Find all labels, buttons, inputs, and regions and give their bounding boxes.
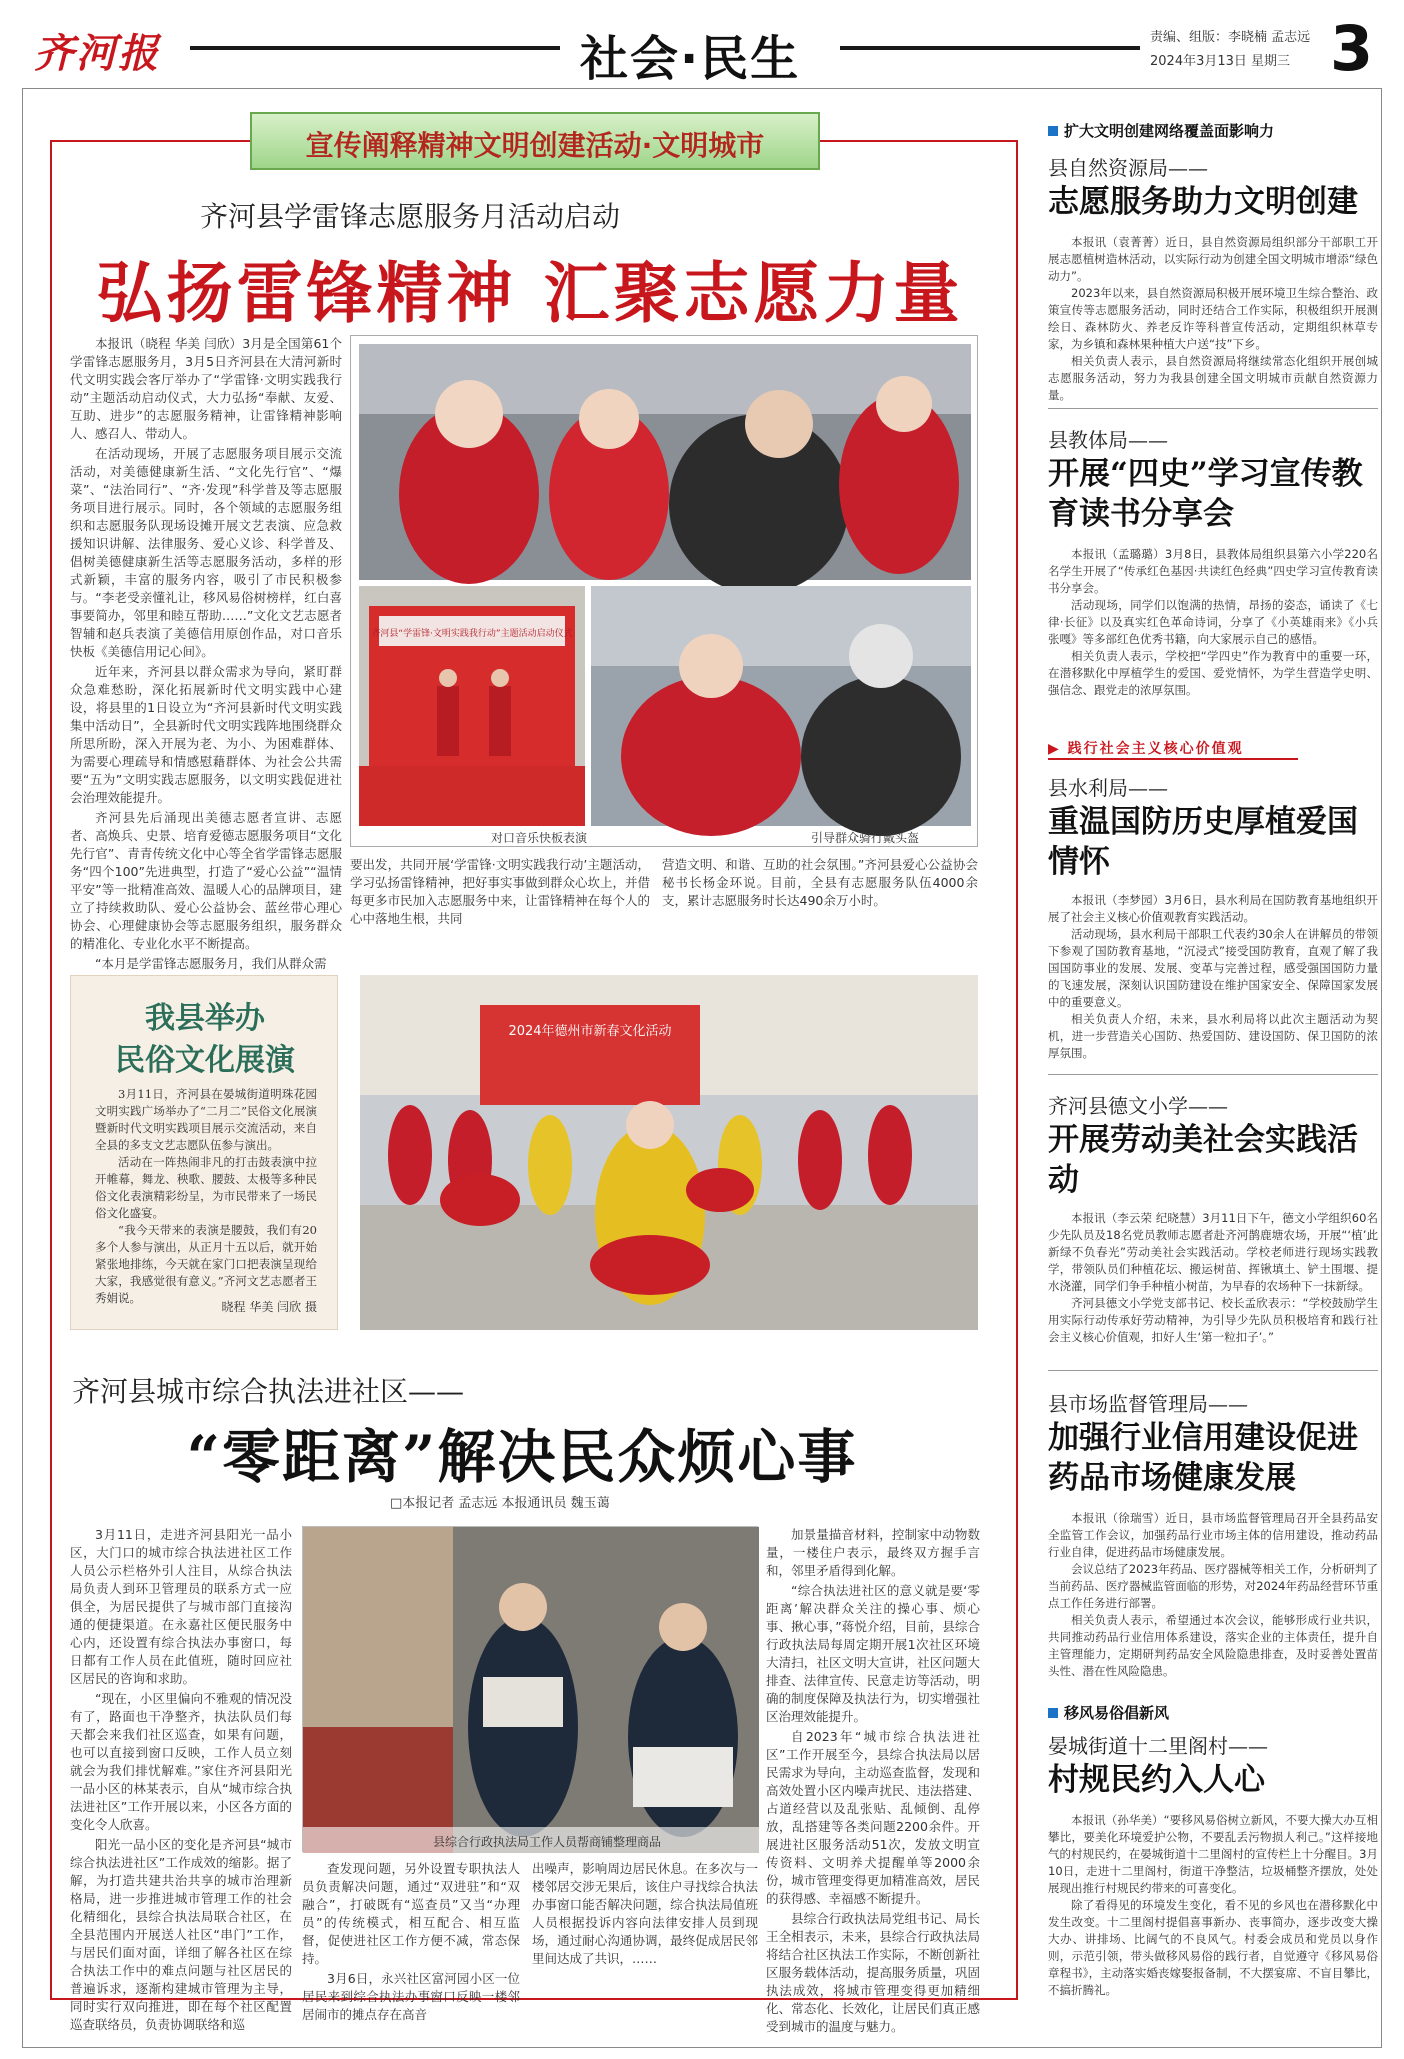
folk-paragraph: 活动在一阵热闹非凡的打击鼓表演中拉开帷幕，舞龙、秧歌、腰鼓、太极等多种民俗文化表演精彩纷呈，为市民带来了一场民俗文化盛宴。 [95,1155,317,1220]
law-headline: “零距离”解决民众烦心事 [186,1423,858,1491]
brief-body [1048,892,1378,1072]
brief-kicker: 县水利局—— [1048,776,1168,800]
law-body-col1 [70,1526,292,2032]
brief-kicker: 齐河县德文小学—— [1048,1094,1228,1118]
right-section-heading [1048,1702,1169,1723]
right-section-heading [1048,120,1274,141]
lead-paragraph: 营造文明、和谐、互助的社会氛围。”齐河县爱心公益协会秘书长杨金环说。目前，全县有志愿服务队伍4000余支，累计志愿服务时长达490余万小时。 [662,857,978,908]
law-paragraph: 3月11日，走进齐河县阳光一品小区，大门口的城市综合执法进社区工作人员公示栏格外引人注目，从综合执法局负责人到环卫管理员的联系方式一应俱全，为居民提供了与城市部门直接沟通的便捷渠道。在永嘉社区便民服务中心内，还设置有综合执法办事窗口，每日都有工作人员在此值班，随时回应社区居民的咨询和求助。 [70,1527,292,1686]
lead-body-col1 [70,335,342,971]
masthead-rule-left [190,46,560,50]
brief-divider [1048,1074,1378,1075]
law-paragraph: 阳光一品小区的变化是齐河县“城市综合执法进社区”工作成效的缩影。据了解，为打造共建共治共享的城市治理新格局，进一步推进城市管理工作的社会化精细化，县综合执法局联合社区，在全县范围内开展送人社区“串门”工作，与居民们面对面，详细了解各社区在综合执法工作中的难点问题与社区居民的普遍诉求，逐渐构建城市管理为主导，同时实行双向推进，即在每个社区配置巡查联络员，负责协调联络和巡 [70,1837,292,2032]
editors-credit: 责编、组版：李晓楠 孟志远 [1150,30,1311,45]
folk-culture-title [71,998,339,1082]
brief-body [1048,1210,1378,1360]
values-banner [1048,736,1298,760]
law-body-col4 [766,1526,980,2034]
folk-culture-title-line: 我县举办 [145,1001,265,1036]
law-paragraph: “现在，小区里偏向不雅观的情况没有了，路面也干净整齐，执法队员们每天都会来我们社区巡查，如果有问题，也可以直接到窗口反映，工作人员立刻就会为我们排忧解难。”家住齐河县阳光一品小区的林某表示，自从“城市综合执法进社区”工作开展以来，小区各方面的变化令人欣喜。 [70,1691,292,1832]
law-paragraph: 3月6日，永兴社区富河园小区一位居民来到综合执法办事窗口反映一楼邻居闹市的摊点存在高音 [302,1971,520,2022]
brief-headline: 志愿服务助力文明创建 [1048,184,1358,220]
volunteer-photo-collage [350,335,978,847]
folk-paragraph: “我今天带来的表演是腰鼓，我们有20多个人参与演出，从正月十五以后，就开始紧张地排练，今天就在家门口把表演呈现给大家，我感觉很有意义。”齐河文艺志愿者王秀娟说。 [95,1223,317,1305]
brief-paragraph: 本报讯（李云荣 纪晓慧）3月11日下午，德文小学组织60名少先队员及18名党员教师志愿者赴齐河鹊鹿塘农场，开展“‘植’此新绿不负春光”劳动美社会实践活动。学校老师进行现场实践教学，带领队员们种植花坛、搬运树苗、挥锹填土、铲土围堰、提水浇灌，同学们争手种植小树苗，为早春的农场种下一抹新绿。 [1048,1211,1378,1293]
right-section-heading-text: 移风易俗倡新风 [1064,1704,1170,1722]
drum-performance-photo [360,975,978,1330]
lead-paragraph: 齐河县先后涌现出美德志愿者宣讲、志愿者、高焕兵、史景、培育爱德志愿服务项目“文化先行官”、青青传统文化中心等全省学雷锋志愿服务“四个100”先进典型，打造了“爱心公益”“温情平安”等一批精准高效、温暖人心的品牌项目，建立了持续救助队、爱心公益协会、蓝丝带心理心协会、心理健康协会等志愿服务组织，服务群众的精准化、专业化水平不断提高。 [70,810,342,951]
values-banner-rule [1048,758,1298,760]
brief-paragraph: 本报讯（袁菁菁）近日，县自然资源局组织部分干部职工开展志愿植树造林活动，以实际行动为创建全国文明城市增添“绿色动力”。 [1048,235,1378,283]
photo-banner-text: 齐河县“学雷锋·文明实践我行动”主题活动启动仪式 [371,629,573,639]
photo-caption: 对口音乐快板表演 [491,831,588,845]
brief-paragraph: 本报讯（孙华美）“要移风易俗树立新风，不要大操大办互相攀比，要美化环境爱护公物，不要乱丢污物损人利己。”这样接地气的村规民约，在晏城街道十二里阁村的宣传栏上十分醒目。3月10日，走进十二里阁村，街道干净整洁，垃圾桶整齐摆放，处处展现出推行村规民约带来的可喜变化。 [1048,1813,1378,1895]
brief-paragraph: 本报讯（李梦园）3月6日，县水利局在国防教育基地组织开展了社会主义核心价值观教育实践活动。 [1048,893,1378,924]
lead-body-col3 [662,856,978,936]
volunteer-photo-main [359,344,971,580]
brief-paragraph: 本报讯（孟璐璐）3月8日，县教体局组织县第六小学220名名学生开展了“传承红色基因·共读红色经典”四史学习宣传教育读书分享会。 [1048,547,1378,595]
brief-headline: 加强行业信用建设促进药品市场健康发展 [1048,1420,1358,1496]
page-number: 3 [1330,12,1374,85]
brief-paragraph: 相关负责人介绍，未来，县水利局将以此次主题活动为契机，进一步营造关心国防、热爱国防、建设国防、保卫国防的浓厚氛围。 [1048,1012,1378,1060]
folk-paragraph: 3月11日，齐河县在晏城街道明珠花园文明实践广场举办了“二月二”民俗文化展演暨新时代文明实践项目展示交流活动，来自全县的多支文艺志愿队伍参与演出。 [95,1087,317,1152]
law-kicker: 齐河县城市综合执法进社区—— [72,1375,465,1408]
section-title: 社会·民生 [580,31,801,87]
law-body-col3 [532,1860,758,1990]
right-section-heading-text: 扩大文明创建网络覆盖面影响力 [1064,122,1275,140]
folk-photo-credit: 晓程 华美 闫欣 摄 [221,1300,317,1314]
law-paragraph: 自2023年“城市综合执法进社区”工作开展至今，县综合执法局以居民需求为导向，主动巡查监督，发现和高效处置小区内噪声扰民、违法搭建、占道经营以及乱张贴、乱倾倒、乱停放，乱搭建等各类问题2200余件。开展进社区服务活动51次，发放文明宣传资料、文明养犬提醒单等2000余份，城市管理变得更加精准高效，居民的获得感、幸福感不断提升。 [766,1729,980,1906]
law-paragraph: 查发现问题，另外设置专职执法人员负责解决问题，通过“双进驻”和“双融合”，打破既有“巡查员”又当“办理员”的传统模式，相互配合、相互监督，促使进社区工作方便不减，常态保持。 [302,1861,520,1966]
brief-body [1048,1812,1378,2022]
brief-headline: 重温国防历史厚植爱国情怀 [1048,804,1358,880]
lead-headline: 弘扬雷锋精神 汇聚志愿力量 [96,255,964,332]
brief-headline: 村规民约入人心 [1048,1762,1265,1798]
folk-culture-title-line: 民俗文化展演 [115,1043,295,1078]
brief-paragraph: 活动现场，县水利局干部职工代表约30余人在讲解员的带领下参观了国防教育基地，“沉浸式”接受国防教育，直观了解了我国国防事业的发展、发展、变革与完善过程，感受强国国防力量的飞速发展，深刻认识国防建设在维护国家安全、保障国家发展中的重要意义。 [1048,927,1378,1009]
law-paragraph: 县综合行政执法局党组书记、局长王全相表示，未来，县综合行政执法局将结合社区执法工作实际，不断创新社区服务载体活动，提高服务质量，巩固执法成效，将城市管理变得更加精细化、常态化、长效化，让居民们真正感受到城市的温度与魅力。 [766,1911,980,2034]
brief-paragraph: 2023年以来，县自然资源局积极开展环境卫生综合整治、政策宣传等志愿服务活动，同时还结合工作实际，积极组织开展测绘日、森林防火、养老反诈等科普宣传活动，定期组织林草专家，为乡镇和森林果种植大户送“技”下乡。 [1048,286,1378,351]
lead-paragraph: 近年来，齐河县以群众需求为导向，紧盯群众急难愁盼，深化拓展新时代文明实践中心建设，将县里的1日设立为“齐河县新时代文明实践集中活动日”，全县新时代文明实践阵地围绕群众所思所盼，深入开展为老、为小、为困难群体、为需要心理疏导和情感慰藉群体、为社会公共需要“五为”文明实践志愿服务，以文明实践促进社会治理效能提升。 [70,664,342,805]
issue-date: 2024年3月13日 星期三 [1150,54,1291,69]
law-photo-caption: 县综合行政执法局工作人员帮商铺整理商品 [433,1835,662,1849]
brief-divider [1048,1370,1378,1371]
brief-headline: 开展劳动美社会实践活动 [1048,1122,1358,1198]
lead-body-col2 [350,856,650,936]
brief-paragraph: 相关负责人表示，学校把“学四史”作为教育中的重要一环，在潜移默化中厚植学生的爱国、爱党情怀，为学生营造学史明、强信念、跟党走的浓厚氛围。 [1048,649,1378,697]
lead-paragraph: 在活动现场，开展了志愿服务项目展示交流活动，对美德健康新生活、“文化先行官”、“爆菜”、“法治同行”、“齐·发现”科学普及等志愿服务项目进行展示。同时，各个领域的志愿服务组织和志愿服务队现场设摊开展文艺表演、应急救援知识讲解、法律服务、爱心义诊、科学普及、倡树美德健康新生活等志愿服务活动，多样的形式新颖，丰富的服务内容，吸引了市民积极参与。“李老受亲懂礼让，移风易俗树榜样，红白喜事要简办，邻里和睦互帮助……”文化文艺志愿者智辅和赵兵表演了美德信用原创作品，对口音乐快板《美德信用记心间》。 [70,446,342,659]
lead-kicker: 齐河县学雷锋志愿服务月活动启动 [200,200,621,233]
lead-paragraph: 本报讯（晓程 华美 闫欣）3月是全国第61个学雷锋志愿服务月，3月5日齐河县在大清河新时代文明实践会客厅举办了“学雷锋·文明实践我行动”主题活动启动仪式，大力弘扬“奉献、友爱、互助、进步”的志愿服务精神，让雷锋精神影响人、感召人、带动人。 [70,336,342,441]
folk-culture-body [95,1086,317,1307]
campaign-banner-text: 宣传阐释精神文明创建活动·文明城市 [305,129,765,162]
brief-paragraph: 除了看得见的环境发生变化，看不见的乡风也在潜移默化中发生改变。十二里阁村提倡喜事新办、丧事简办，逐步改变大操大办、讲排场、比阔气的不良风气。村委会成员和党员以身作则，示范引领，带头做移风易俗的践行者，自觉遵守《移风易俗章程书》，主动落实婚丧嫁娶报备制，不大摆宴席、不盲目攀比，不搞折腾礼。 [1048,1898,1378,1997]
helmet-guidance-photo [591,586,971,826]
brief-kicker: 晏城街道十二里阁村—— [1048,1734,1268,1758]
section-square-icon [1048,1708,1058,1718]
law-paragraph: “综合执法进社区的意义就是要‘零距离’解决群众关注的操心事、烦心事、揪心事，”蒋悦介绍，目前，县综合行政执法局每周定期开展1次社区环境大清扫，社区文明大宣讲，社区问题大排查、法律宣传、民意走访等活动，明确的制度保障及执法行为，切实增强社区治理效能提升。 [766,1583,980,1724]
masthead-rule-right [840,46,1140,50]
brief-paragraph: 齐河县德文小学党支部书记、校长孟欣表示：“学校鼓励学生用实际行动传承好劳动精神，为引导少先队员积极培育和践行社会主义核心价值观，扣好人生‘第一粒扣子’。” [1048,1296,1378,1344]
folk-culture-box [70,975,338,1330]
brief-kicker: 县市场监督管理局—— [1048,1392,1248,1416]
brief-kicker: 县自然资源局—— [1048,156,1208,180]
brief-paragraph: 会议总结了2023年药品、医疗器械等相关工作，分析研判了当前药品、医疗器械监管面临的形势，对2024年药品经营环节重点工作任务进行部署。 [1048,1562,1378,1610]
lead-paragraph: 要出发，共同开展‘学雷锋·文明实践我行动’主题活动，学习弘扬雷锋精神，把好事实事做到群众心坎上，并借每更多市民加入志愿服务中来，让雷锋精神在每个人的心中落地生根，共同 [350,857,651,926]
law-paragraph: 出噪声，影响周边居民休息。在多次与一楼邻居交涉无果后，该住户寻找综合执法办事窗口能否解决问题，综合执法局值班人员根据投诉内容向法律安排人员到现场，通过耐心沟通协调，最终促成居民邻里间达成了共识，…… [532,1861,758,1966]
law-body-col2 [302,1860,520,2022]
law-paragraph: 加景量描音材料，控制家中动物数量，一楼住户表示，最终双方握手言和，邻里矛盾得到化解。 [766,1527,980,1578]
photo-caption: 引导群众骑行戴头盔 [811,831,920,845]
brief-body [1048,234,1378,402]
brief-body [1048,546,1378,716]
campaign-banner [250,112,820,170]
rap-performance-photo [359,586,585,826]
law-byline: □本报记者 孟志远 本报通讯员 魏玉蔼 [390,1496,610,1511]
newspaper-logo: 齐河报 [34,30,160,77]
brief-body [1048,1510,1378,1690]
values-banner-text: ▶ 践行社会主义核心价值观 [1048,741,1244,757]
lead-paragraph: “本月是学雷锋志愿服务月，我们从群众需 [95,956,327,971]
brief-kicker: 县教体局—— [1048,428,1168,452]
brief-headline: 开展“四史”学习宣传教育读书分享会 [1048,456,1363,532]
brief-paragraph: 本报讯（徐瑞雪）近日，县市场监督管理局召开全县药品安全监管工作会议，加强药品行业市场主体的信用建设，推动药品行业自律，促进药品市场健康发展。 [1048,1511,1378,1559]
brief-divider [1048,408,1378,409]
section-square-icon [1048,126,1058,136]
law-enforcement-photo [302,1526,758,1852]
masthead [0,0,1404,92]
brief-paragraph: 相关负责人表示，希望通过本次会议，能够形成行业共识，共同推动药品行业信用体系建设，落实企业的主体责任，提升自主管理能力，定期研判药品安全风险隐患排查，及时妥善处置苗头性、潜在性风险隐患。 [1048,1613,1378,1678]
brief-paragraph: 相关负责人表示，县自然资源局将继续常态化组织开展创城志愿服务活动，努力为我县创建全国文明城市贡献自然资源力量。 [1048,354,1378,402]
folk-photo-banner-text: 2024年德州市新春文化活动 [508,1024,672,1039]
brief-paragraph: 活动现场，同学们以饱满的热情，昂扬的姿态，诵读了《七律·长征》以及真实红色革命诗词，分享了《小英雄雨来》《小兵张嘎》等多部红色优秀书籍，向大家展示自己的感悟。 [1048,598,1378,646]
